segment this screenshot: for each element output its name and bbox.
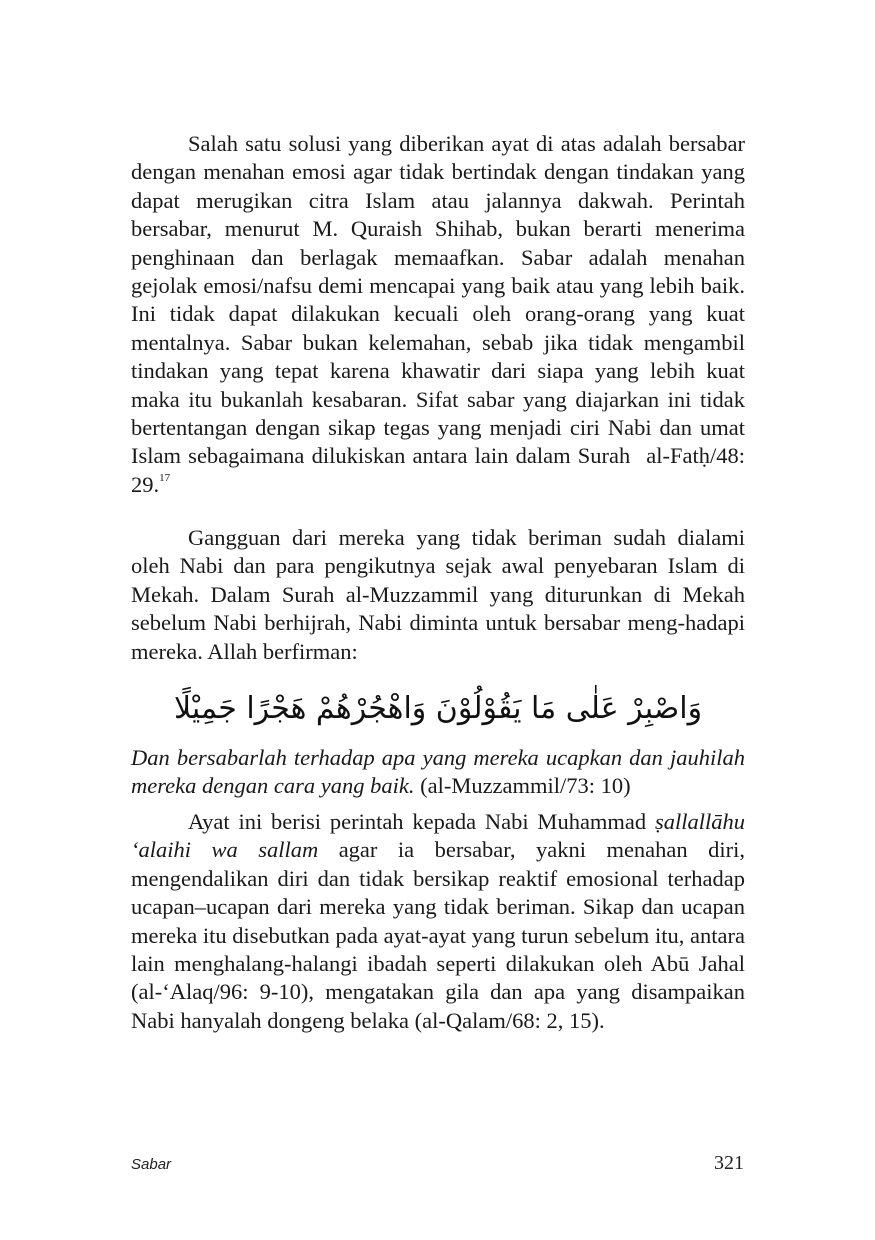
verse-citation: (al-Muzzammil/73: 10) bbox=[414, 773, 631, 799]
verse-translation-italic: Dan bersabarlah terhadap apa yang mereka ucapkan dan jauhilah mereka dengan cara yang baik. bbox=[131, 745, 745, 799]
paragraph-1-text: Salah satu solusi yang diberikan ayat di atas adalah bersabar dengan menahan emosi agar tidak bertindak dengan tindakan yang dapat merugikan citra Islam atau jalannya dakwah. Perintah bersabar, menurut M. Quraish Shihab, bukan berarti menerima penghinaan dan berlagak memaafkan. Sabar adalah menahan gejolak emosi/nafsu demi mencapai yang baik atau yang lebih baik. Ini tidak dapat dilakukan kecuali oleh orang-orang yang kuat mentalnya. Sabar bukan kelemahan, sebab jika tidak mengambil tindakan yang tepat karena khawatir dari siapa yang lebih kuat maka itu bukanlah kesabaran. Sifat sabar yang diajarkan ini tidak bertentangan dengan sikap tegas yang menjadi ciri Nabi dan umat Islam sebagaimana dilukiskan antara lain dalam Surah bbox=[131, 131, 745, 469]
paragraph-3 bbox=[131, 808, 745, 1035]
honorific-phrase: ṣallallāhu ‘alaihi wa sallam bbox=[131, 809, 745, 863]
running-title: Sabar bbox=[131, 1156, 172, 1173]
footnote-marker[interactable]: 17 bbox=[159, 472, 171, 485]
page-number: 321 bbox=[714, 1152, 744, 1174]
paragraph-3-start: Ayat ini berisi perintah kepada Nabi Muhammad bbox=[188, 809, 655, 834]
paragraph-3-end: agar ia bersabar, yakni menahan diri, mengendalikan diri dan tidak bersikap reaktif emosional terhadap ucapan–ucapan dari mereka yang tidak beriman. Sikap dan ucapan mereka itu disebutkan pada ayat-ayat yang turun sebelum itu, antara lain menghalang-halangi ibadah seperti dilakukan oleh Abū Jahal (al-‘Alaq/96: 9-10), mengatakan gila dan apa yang disampaikan Nabi hanyalah dongeng belaka (al-Qalam/68: 2, 15). bbox=[131, 837, 746, 1033]
paragraph-2 bbox=[131, 524, 745, 666]
paragraph-1 bbox=[131, 130, 745, 499]
quran-verse-arabic: وَاصْبِرْ عَلٰى مَا يَقُوْلُوْنَ وَاهْجُرْهُمْ هَجْرًا جَمِيْلًا bbox=[173, 691, 703, 726]
surah-reference: al-Fatḥ/48: 29. bbox=[131, 443, 745, 497]
paragraph-2-text: Gangguan dari mereka yang tidak beriman sudah dialami oleh Nabi dan para pengikutnya sejak awal penyebaran Islam di Mekah. Dalam Surah al-Muzzammil yang diturunkan di Mekah sebelum Nabi berhijrah, Nabi diminta untuk bersabar meng-hadapi mereka. Allah berfirman: bbox=[131, 525, 745, 664]
verse-translation bbox=[131, 744, 745, 801]
